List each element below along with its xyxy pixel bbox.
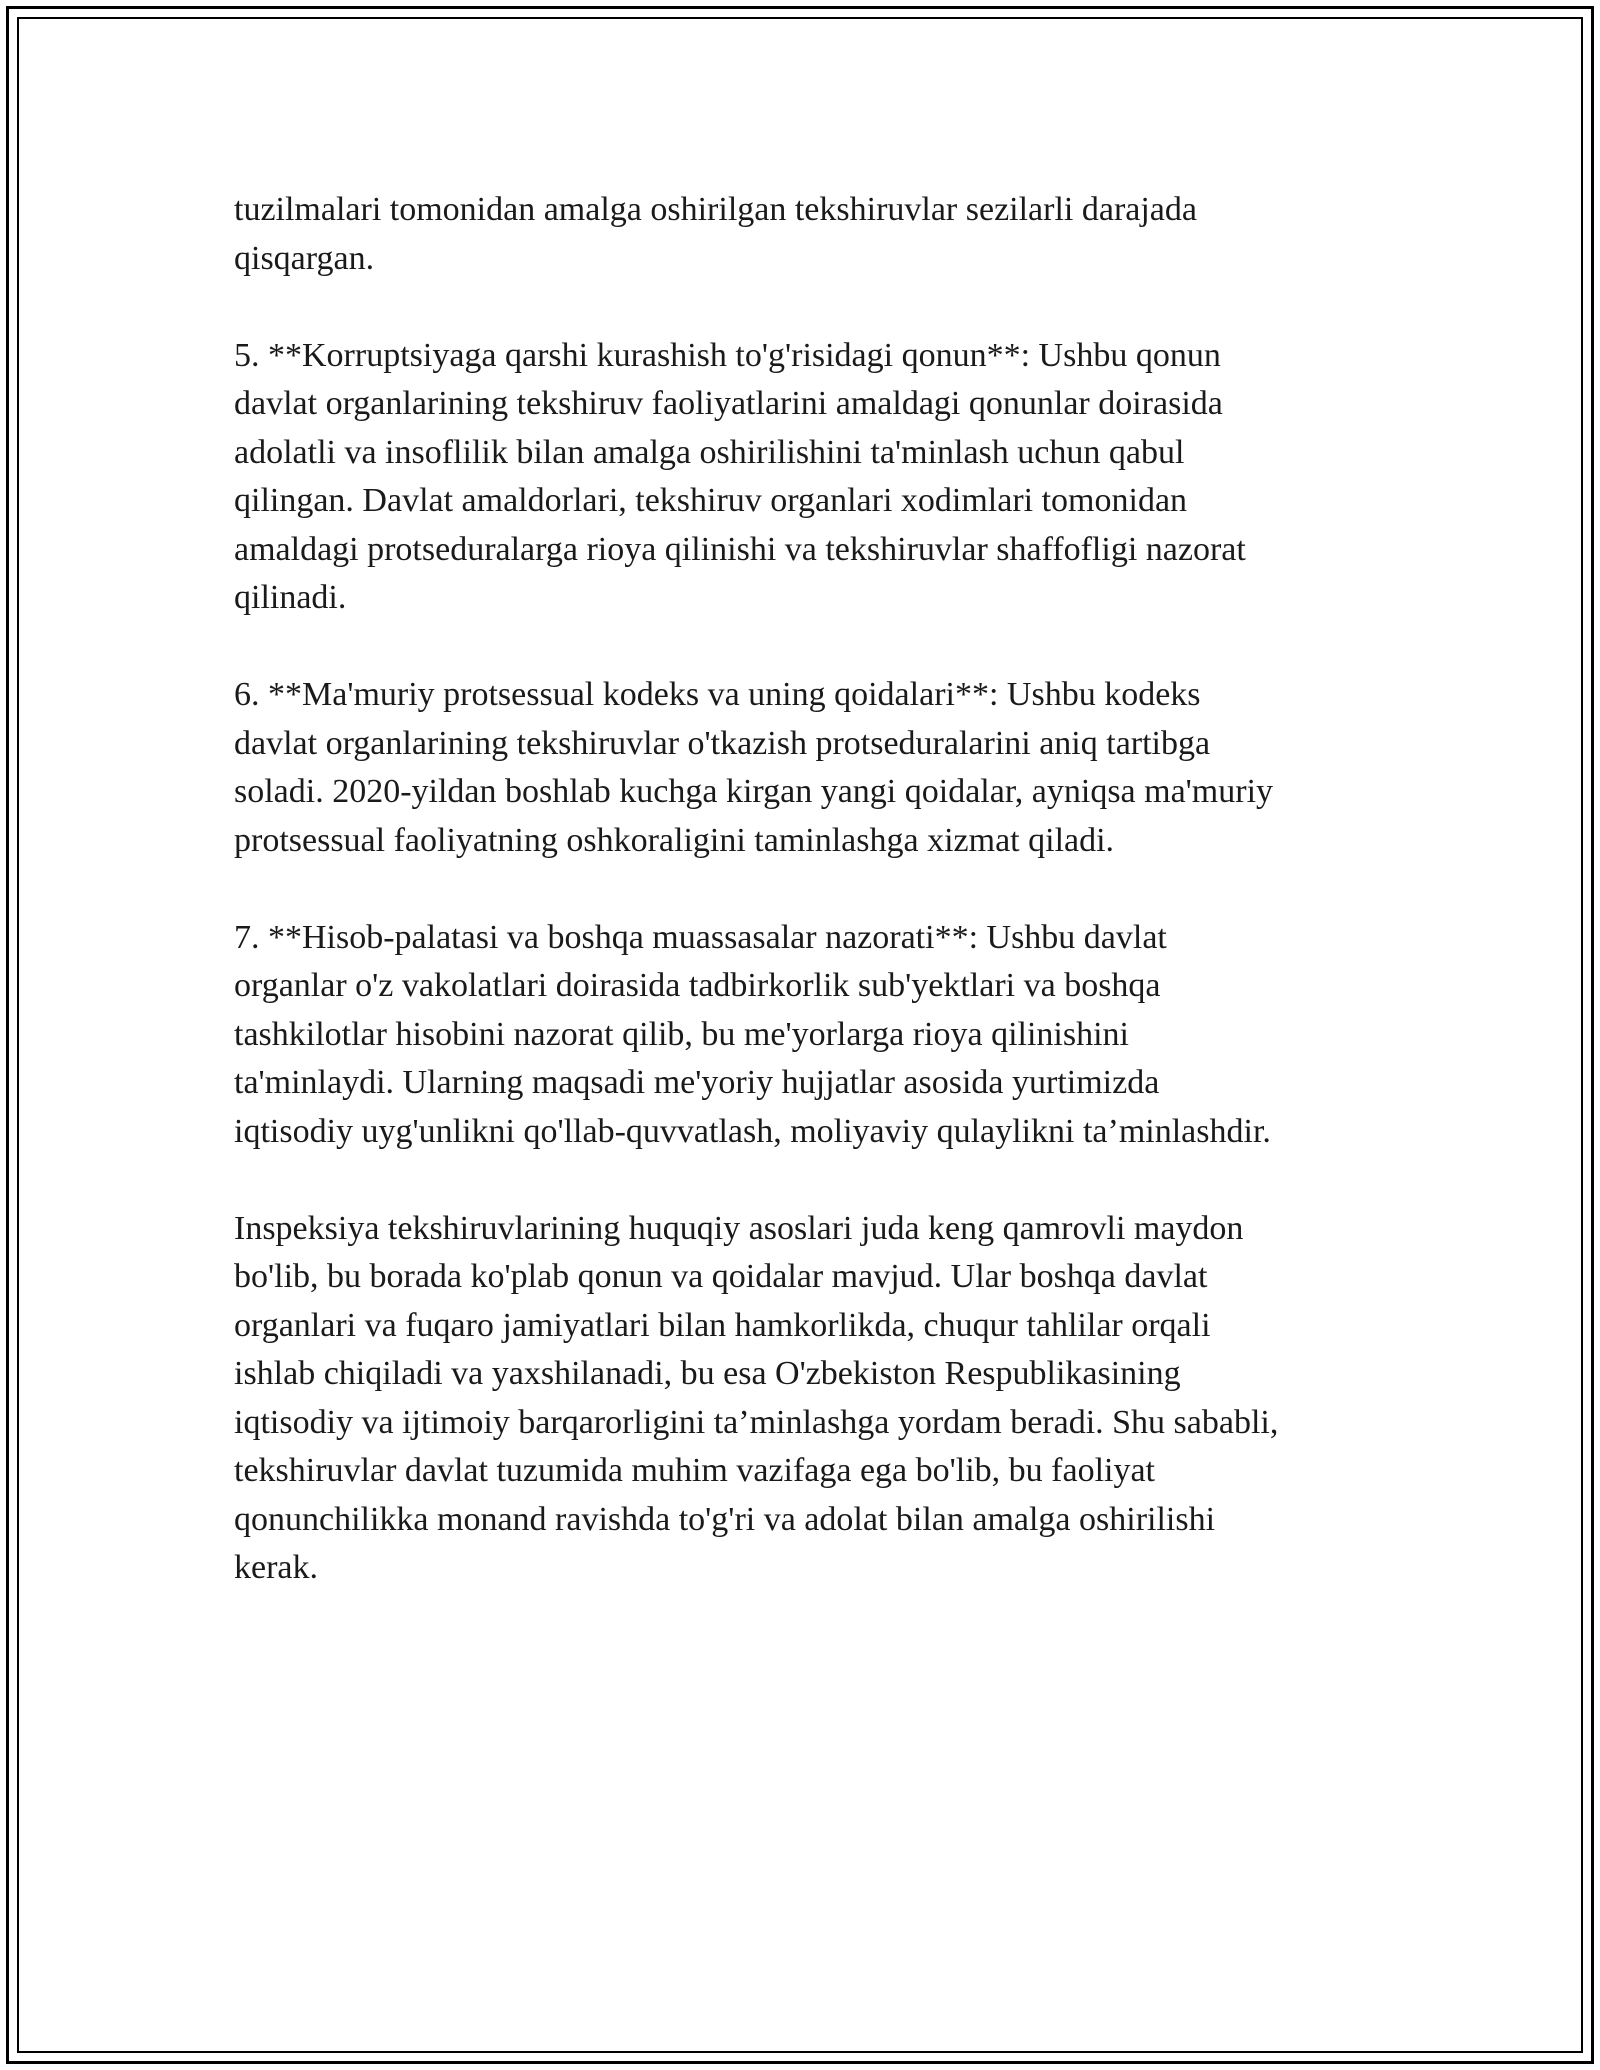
paragraph-continuation: tuzilmalari tomonidan amalga oshirilgan tekshiruvlar sezilarli darajada qisqargan. [234,191,1197,277]
paragraph-item-5: 5. **Korruptsiyaga qarshi kurashish to'g'risidagi qonun**: Ushbu qonun davlat organlarining tekshiruv faoliyatlarini amaldagi qonunlar doirasida adolatli va insoflilik bilan amalga oshirilishini ta'minlash uchun qabul qilingan. Davlat amaldorlari, tekshiruv organlari xodimlari tomonidan amaldagi protseduralarga rioya qilinishi va tekshiruvlar shaffofligi nazorat qilinadi. [234,336,1246,616]
paragraph-conclusion: Inspeksiya tekshiruvlarining huquqiy asoslari juda keng qamrovli maydon bo'lib, bu borada ko'plab qonun va qoidalar mavjud. Ular boshqa davlat organlari va fuqaro jamiyatlari bilan hamkorlikda, chuqur tahlilar orqali ishlab chiqiladi va yaxshilanadi, bu esa O'zbekiston Respublikasining iqtisodiy va ijtimoiy barqarorligini ta’minlashga yordam beradi. Shu sababli, tekshiruvlar davlat tuzumida muhim vazifaga ega bo'lib, bu faoliyat qonunchilikka monand ravishda to'g'ri va adolat bilan amalga oshirilishi kerak. [234,1209,1279,1586]
paragraph-item-6: 6. **Ma'muriy protsessual kodeks va uning qoidalari**: Ushbu kodeks davlat organlarining tekshiruvlar o'tkazish protseduralarini aniq tartibga soladi. 2020-yildan boshlab kuchga kirgan yangi qoidalar, ayniqsa ma'muriy protsessual faoliyatning oshkoraligini taminlashga xizmat qiladi. [234,676,1274,859]
document-body [234,186,1384,1641]
paragraph-item-7: 7. **Hisob-palatasi va boshqa muassasalar nazorati**: Ushbu davlat organlar o'z vakolatlari doirasida tadbirkorlik sub'yektlari va boshqa tashkilotlar hisobini nazorat qilib, bu me'yorlarga rioya qilinishini ta'minlaydi. Ularning maqsadi me'yoriy hujjatlar asosida yurtimizda iqtisodiy uyg'unlikni qo'llab-quvvatlash, moliyaviy qulaylikni ta’minlashdir. [234,918,1271,1150]
